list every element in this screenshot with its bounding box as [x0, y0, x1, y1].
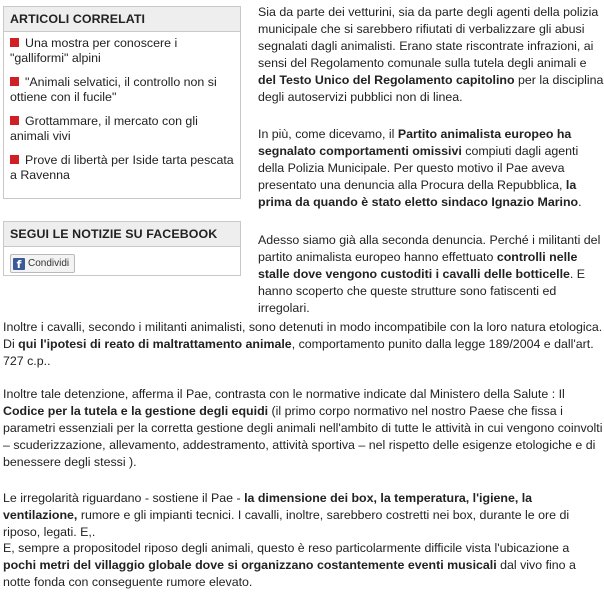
red-square-bullet-icon [10, 155, 19, 164]
paragraph-text: Inoltre i cavalli, secondo i militanti animalisti, sono detenuti in modo incompatibile con la loro natura etologica. Di [3, 320, 603, 351]
paragraph-bold-text: Codice per la tutela e la gestione degli equidi [3, 404, 269, 418]
facebook-share-button[interactable] [10, 254, 75, 273]
paragraph-text: compiuti dagli agenti della Polizia Municipale. Per questo motivo il Pae aveva presentato una denuncia alla Procura della Repubblica, [258, 144, 579, 192]
paragraph-bold-text: qui l'ipotesi di reato di maltrattamento animale [18, 337, 292, 351]
paragraph-bold-text: la dimensione dei box, la temperatura, l'igiene, la ventilazione, [3, 491, 533, 522]
related-article-link[interactable] [10, 36, 236, 65]
paragraph-bold-text: controlli nelle stalle dove vengono custoditi i cavalli delle botticelle [258, 250, 578, 281]
paragraph-bold-text: pochi metri del villaggio globale dove si organizzano costantemente eventi musicali [3, 558, 497, 572]
share-label: Condividi [28, 258, 70, 269]
paragraph-text: (il primo corpo normativo nel nostro Paese che fissa i parametri essenziali per la corretta gestione degli animali nell'ambito di tutte le attività in cui vengono coinvolti – scuderizzazione, allevamento, addestramento, attività sportiva – nel rispetto delle esigenze etologiche e di benessere degli stessi ). [3, 404, 603, 469]
paragraph-bold-text: del Testo Unico del Regolamento capitolino [258, 73, 515, 87]
article-paragraph-7 [3, 540, 604, 591]
related-articles-box [3, 6, 241, 199]
paragraph-bold-text: Partito animalista europeo ha segnalato comportamenti omissivi [258, 127, 572, 158]
paragraph-text: . E hanno scoperto che queste strutture sono fatiscenti ed irregolari. [258, 267, 586, 315]
paragraph-text: Inoltre tale detenzione, afferma il Pae, contrasta con le normative indicate dal Ministero della Salute : Il [3, 387, 565, 401]
related-article-text[interactable]: Una mostra per conoscere i "galliformi" alpini [10, 36, 178, 65]
paragraph-text: Adesso siamo già alla seconda denuncia. Perché i militanti del partito animalista europeo hanno effettuato [258, 233, 601, 264]
paragraph-text: Sia da parte dei vetturini, sia da parte degli agenti della polizia municipale che si sarebbero rifiutati di verbalizzare gli abusi segnalati dagli animalisti. Erano state riscontrate infrazioni, ai sensi del Regolamento comunale sulla tutela degli animali e [258, 5, 599, 70]
paragraph-text: Le irregolarità riguardano - sostiene il Pae - [3, 491, 245, 505]
related-article-link[interactable] [10, 153, 236, 182]
article-paragraph-4 [3, 319, 604, 370]
article-paragraph-6 [3, 490, 604, 541]
facebook-follow-box [3, 221, 241, 276]
paragraph-bold-text: la prima da quando è stato eletto sindaco Ignazio Marino [258, 178, 579, 209]
red-square-bullet-icon [10, 116, 19, 125]
paragraph-text: , comportamento punito dalla legge 189/2004 e dall'art. 727 c.p.. [3, 337, 594, 368]
facebook-icon: f [13, 258, 25, 270]
related-article-text[interactable]: "Animali selvatici, il controllo non si ottiene con il fucile" [10, 75, 217, 104]
paragraph-text: In più, come dicevamo, il [258, 127, 398, 141]
article-paragraph-3 [258, 232, 604, 317]
paragraph-text: per la disciplina degli autoservizi pubblici non di linea. [258, 73, 604, 104]
related-article-link[interactable] [10, 114, 236, 143]
paragraph-text: E, sempre a propositodel riposo degli animali, questo è reso particolarmente difficile vista l'ubicazione a [3, 541, 570, 555]
related-article-text[interactable]: Prove di libertà per Iside tarta pescata a Ravenna [10, 153, 234, 182]
related-article-link[interactable] [10, 75, 236, 104]
red-square-bullet-icon [10, 77, 19, 86]
article-paragraph-2 [258, 126, 604, 211]
facebook-box-title: SEGUI LE NOTIZIE SU FACEBOOK [4, 222, 240, 247]
red-square-bullet-icon [10, 38, 19, 47]
paragraph-text: rumore e gli impianti tecnici. I cavalli, inoltre, sarebbero costretti nei box, durante le ore di riposo, legati. E,. [3, 508, 570, 539]
related-articles-list [4, 32, 240, 182]
related-articles-title: ARTICOLI CORRELATI [4, 7, 240, 32]
article-paragraph-1 [258, 4, 604, 106]
article-paragraph-5 [3, 386, 604, 471]
paragraph-text: dal vivo fino a notte fonda con conseguente rumore elevato. [3, 558, 576, 589]
related-article-text[interactable]: Grottammare, il mercato con gli animali vivi [10, 114, 198, 143]
paragraph-text: . [578, 195, 582, 209]
